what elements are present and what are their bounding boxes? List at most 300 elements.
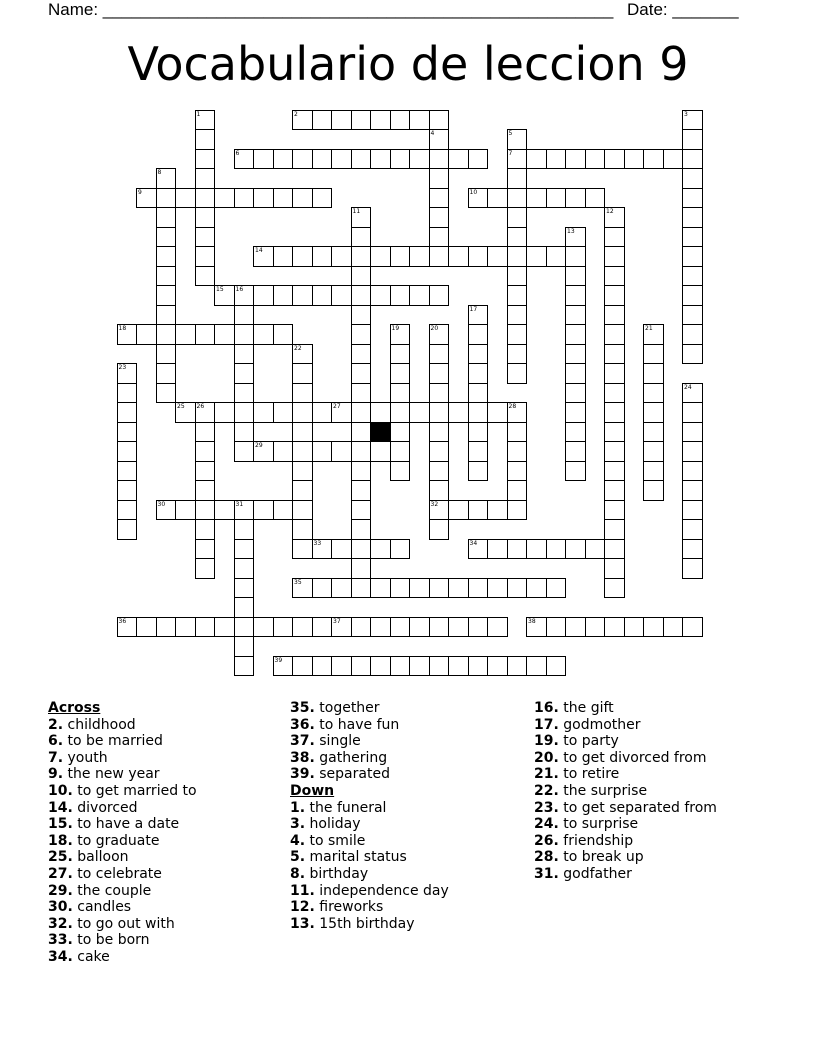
crossword-cell[interactable] — [604, 500, 625, 521]
crossword-cell[interactable] — [370, 149, 391, 170]
crossword-cell[interactable] — [156, 285, 177, 306]
crossword-cell[interactable] — [487, 656, 508, 677]
crossword-cell[interactable] — [156, 324, 177, 345]
crossword-cell[interactable] — [234, 578, 255, 599]
crossword-cell[interactable] — [214, 188, 235, 209]
crossword-cell[interactable] — [468, 441, 489, 462]
crossword-cell[interactable] — [195, 266, 216, 287]
crossword-cell[interactable] — [682, 500, 703, 521]
crossword-cell[interactable] — [156, 363, 177, 384]
crossword-cell[interactable] — [292, 519, 313, 540]
crossword-cell[interactable] — [351, 227, 372, 248]
crossword-cell[interactable] — [195, 168, 216, 189]
crossword-cell[interactable] — [195, 207, 216, 228]
crossword-cell[interactable] — [604, 539, 625, 560]
crossword-cell[interactable] — [526, 149, 547, 170]
crossword-cell[interactable] — [390, 441, 411, 462]
crossword-cell[interactable] — [565, 246, 586, 267]
crossword-cell[interactable] — [234, 597, 255, 618]
crossword-cell[interactable] — [175, 324, 196, 345]
crossword-cell[interactable] — [370, 402, 391, 423]
crossword-cell[interactable] — [468, 383, 489, 404]
crossword-cell[interactable] — [234, 617, 255, 638]
crossword-cell[interactable] — [195, 461, 216, 482]
crossword-cell[interactable] — [156, 617, 177, 638]
crossword-cell[interactable] — [273, 500, 294, 521]
crossword-cell[interactable] — [682, 422, 703, 443]
crossword-cell[interactable] — [604, 344, 625, 365]
crossword-cell[interactable] — [390, 539, 411, 560]
crossword-cell[interactable] — [585, 539, 606, 560]
crossword-cell[interactable] — [370, 539, 391, 560]
crossword-cell[interactable] — [195, 519, 216, 540]
crossword-cell[interactable] — [390, 422, 411, 443]
crossword-cell[interactable] — [507, 266, 528, 287]
crossword-cell[interactable] — [351, 461, 372, 482]
crossword-cell[interactable] — [585, 188, 606, 209]
crossword-cell[interactable] — [273, 441, 294, 462]
crossword-cell[interactable] — [117, 480, 138, 501]
crossword-cell[interactable] — [682, 207, 703, 228]
crossword-cell[interactable] — [429, 344, 450, 365]
crossword-cell[interactable] — [507, 480, 528, 501]
crossword-cell[interactable] — [507, 344, 528, 365]
crossword-cell[interactable] — [448, 402, 469, 423]
crossword-cell[interactable] — [273, 188, 294, 209]
crossword-cell[interactable] — [117, 519, 138, 540]
crossword-cell[interactable] — [604, 422, 625, 443]
crossword-cell[interactable] — [312, 246, 333, 267]
crossword-cell[interactable] — [643, 617, 664, 638]
crossword-cell[interactable] — [292, 285, 313, 306]
crossword-cell[interactable] — [292, 188, 313, 209]
crossword-cell[interactable] — [234, 656, 255, 677]
crossword-cell[interactable] — [351, 422, 372, 443]
crossword-cell[interactable] — [682, 461, 703, 482]
crossword-cell[interactable] — [429, 578, 450, 599]
crossword-cell[interactable] — [390, 285, 411, 306]
crossword-cell[interactable] — [234, 402, 255, 423]
crossword-cell[interactable] — [585, 617, 606, 638]
crossword-cell[interactable] — [292, 539, 313, 560]
crossword-cell[interactable] — [682, 246, 703, 267]
crossword-cell[interactable] — [292, 149, 313, 170]
crossword-cell[interactable] — [195, 617, 216, 638]
crossword-cell[interactable] — [253, 285, 274, 306]
crossword-cell[interactable] — [351, 402, 372, 423]
crossword-cell[interactable] — [234, 188, 255, 209]
crossword-cell[interactable] — [429, 207, 450, 228]
crossword-cell[interactable] — [682, 402, 703, 423]
crossword-cell[interactable] — [429, 168, 450, 189]
crossword-cell[interactable] — [351, 656, 372, 677]
crossword-cell[interactable] — [429, 363, 450, 384]
crossword-cell[interactable] — [331, 285, 352, 306]
crossword-cell[interactable] — [390, 383, 411, 404]
crossword-cell[interactable] — [253, 188, 274, 209]
crossword-cell[interactable] — [507, 500, 528, 521]
crossword-cell[interactable] — [604, 383, 625, 404]
crossword-cell[interactable] — [331, 578, 352, 599]
crossword-cell[interactable] — [429, 441, 450, 462]
crossword-cell[interactable] — [507, 324, 528, 345]
crossword-cell[interactable] — [507, 246, 528, 267]
crossword-cell[interactable] — [507, 285, 528, 306]
crossword-cell[interactable] — [604, 246, 625, 267]
crossword-cell[interactable] — [234, 383, 255, 404]
crossword-cell[interactable] — [429, 246, 450, 267]
crossword-cell[interactable] — [546, 246, 567, 267]
crossword-cell[interactable] — [682, 441, 703, 462]
crossword-cell[interactable] — [136, 324, 157, 345]
crossword-cell[interactable] — [370, 110, 391, 131]
crossword-cell[interactable] — [253, 500, 274, 521]
crossword-cell[interactable] — [234, 558, 255, 579]
crossword-cell[interactable] — [682, 539, 703, 560]
crossword-cell[interactable] — [312, 578, 333, 599]
crossword-cell[interactable] — [351, 285, 372, 306]
crossword-cell[interactable] — [351, 500, 372, 521]
crossword-cell[interactable] — [331, 539, 352, 560]
crossword-cell[interactable] — [351, 519, 372, 540]
crossword-cell[interactable] — [429, 461, 450, 482]
crossword-cell[interactable] — [429, 656, 450, 677]
crossword-cell[interactable] — [507, 188, 528, 209]
crossword-cell[interactable] — [643, 383, 664, 404]
crossword-cell[interactable] — [429, 149, 450, 170]
crossword-cell[interactable] — [234, 441, 255, 462]
crossword-cell[interactable] — [195, 422, 216, 443]
crossword-cell[interactable] — [117, 441, 138, 462]
crossword-cell[interactable] — [195, 188, 216, 209]
crossword-cell[interactable] — [526, 656, 547, 677]
crossword-cell[interactable] — [604, 617, 625, 638]
crossword-cell[interactable] — [565, 422, 586, 443]
crossword-cell[interactable] — [331, 656, 352, 677]
crossword-cell[interactable] — [643, 441, 664, 462]
crossword-cell[interactable] — [273, 285, 294, 306]
crossword-cell[interactable] — [448, 656, 469, 677]
crossword-cell[interactable] — [682, 558, 703, 579]
crossword-cell[interactable] — [273, 402, 294, 423]
crossword-cell[interactable] — [468, 402, 489, 423]
crossword-cell[interactable] — [682, 168, 703, 189]
crossword-cell[interactable] — [214, 617, 235, 638]
crossword-cell[interactable] — [351, 480, 372, 501]
crossword-cell[interactable] — [682, 324, 703, 345]
crossword-cell[interactable] — [624, 149, 645, 170]
crossword-cell[interactable] — [253, 324, 274, 345]
crossword-cell[interactable] — [195, 539, 216, 560]
crossword-cell[interactable] — [292, 383, 313, 404]
crossword-cell[interactable] — [292, 363, 313, 384]
crossword-cell[interactable] — [468, 363, 489, 384]
crossword-cell[interactable] — [390, 578, 411, 599]
crossword-cell[interactable] — [234, 344, 255, 365]
crossword-cell[interactable] — [331, 441, 352, 462]
crossword-cell[interactable] — [565, 266, 586, 287]
crossword-cell[interactable] — [390, 402, 411, 423]
crossword-cell[interactable] — [643, 344, 664, 365]
crossword-cell[interactable] — [234, 539, 255, 560]
crossword-cell[interactable] — [468, 500, 489, 521]
crossword-cell[interactable] — [604, 461, 625, 482]
crossword-cell[interactable] — [370, 246, 391, 267]
crossword-cell[interactable] — [604, 519, 625, 540]
crossword-cell[interactable] — [468, 246, 489, 267]
crossword-cell[interactable] — [643, 149, 664, 170]
crossword-cell[interactable] — [507, 441, 528, 462]
crossword-cell[interactable] — [273, 149, 294, 170]
crossword-cell[interactable] — [117, 422, 138, 443]
crossword-cell[interactable] — [604, 558, 625, 579]
crossword-cell[interactable] — [390, 461, 411, 482]
crossword-cell[interactable] — [117, 461, 138, 482]
crossword-cell[interactable] — [429, 188, 450, 209]
crossword-cell[interactable] — [117, 383, 138, 404]
crossword-cell[interactable] — [195, 129, 216, 150]
crossword-cell[interactable] — [195, 246, 216, 267]
crossword-cell[interactable] — [214, 402, 235, 423]
crossword-cell[interactable] — [526, 578, 547, 599]
crossword-cell[interactable] — [604, 285, 625, 306]
crossword-cell[interactable] — [546, 188, 567, 209]
crossword-cell[interactable] — [429, 110, 450, 131]
crossword-cell[interactable] — [682, 149, 703, 170]
crossword-cell[interactable] — [429, 402, 450, 423]
crossword-cell[interactable] — [195, 324, 216, 345]
crossword-cell[interactable] — [565, 363, 586, 384]
crossword-cell[interactable] — [214, 500, 235, 521]
crossword-cell[interactable] — [487, 246, 508, 267]
crossword-cell[interactable] — [292, 656, 313, 677]
crossword-cell[interactable] — [546, 578, 567, 599]
crossword-cell[interactable] — [604, 578, 625, 599]
crossword-cell[interactable] — [448, 149, 469, 170]
crossword-cell[interactable] — [429, 383, 450, 404]
crossword-cell[interactable] — [487, 500, 508, 521]
crossword-cell[interactable] — [273, 324, 294, 345]
crossword-cell[interactable] — [546, 656, 567, 677]
crossword-cell[interactable] — [312, 402, 333, 423]
crossword-cell[interactable] — [565, 461, 586, 482]
crossword-cell[interactable] — [390, 110, 411, 131]
crossword-cell[interactable] — [351, 383, 372, 404]
crossword-cell[interactable] — [409, 578, 430, 599]
crossword-cell[interactable] — [253, 149, 274, 170]
crossword-cell[interactable] — [351, 266, 372, 287]
crossword-cell[interactable] — [214, 324, 235, 345]
crossword-cell[interactable] — [448, 246, 469, 267]
crossword-cell[interactable] — [565, 324, 586, 345]
crossword-cell[interactable] — [487, 578, 508, 599]
crossword-cell[interactable] — [565, 402, 586, 423]
crossword-cell[interactable] — [117, 500, 138, 521]
crossword-cell[interactable] — [604, 402, 625, 423]
crossword-cell[interactable] — [604, 324, 625, 345]
crossword-cell[interactable] — [253, 402, 274, 423]
crossword-cell[interactable] — [682, 285, 703, 306]
crossword-cell[interactable] — [292, 441, 313, 462]
crossword-cell[interactable] — [136, 617, 157, 638]
crossword-cell[interactable] — [487, 539, 508, 560]
crossword-cell[interactable] — [370, 656, 391, 677]
crossword-cell[interactable] — [390, 344, 411, 365]
crossword-cell[interactable] — [292, 617, 313, 638]
crossword-cell[interactable] — [604, 266, 625, 287]
crossword-cell[interactable] — [448, 578, 469, 599]
crossword-cell[interactable] — [292, 480, 313, 501]
crossword-cell[interactable] — [526, 539, 547, 560]
crossword-cell[interactable] — [526, 246, 547, 267]
crossword-cell[interactable] — [409, 402, 430, 423]
crossword-cell[interactable] — [643, 480, 664, 501]
crossword-cell[interactable] — [663, 149, 684, 170]
crossword-cell[interactable] — [156, 246, 177, 267]
crossword-cell[interactable] — [507, 363, 528, 384]
crossword-cell[interactable] — [292, 402, 313, 423]
crossword-cell[interactable] — [351, 363, 372, 384]
crossword-cell[interactable] — [604, 227, 625, 248]
crossword-cell[interactable] — [682, 617, 703, 638]
crossword-cell[interactable] — [175, 617, 196, 638]
crossword-cell[interactable] — [565, 617, 586, 638]
crossword-cell[interactable] — [312, 441, 333, 462]
crossword-cell[interactable] — [156, 227, 177, 248]
crossword-cell[interactable] — [351, 558, 372, 579]
crossword-cell[interactable] — [507, 656, 528, 677]
crossword-cell[interactable] — [409, 246, 430, 267]
crossword-cell[interactable] — [643, 422, 664, 443]
crossword-cell[interactable] — [604, 441, 625, 462]
crossword-cell[interactable] — [292, 422, 313, 443]
crossword-cell[interactable] — [312, 656, 333, 677]
crossword-cell[interactable] — [468, 422, 489, 443]
crossword-cell[interactable] — [312, 110, 333, 131]
crossword-cell[interactable] — [468, 461, 489, 482]
crossword-cell[interactable] — [546, 539, 567, 560]
crossword-cell[interactable] — [156, 207, 177, 228]
crossword-cell[interactable] — [643, 461, 664, 482]
crossword-cell[interactable] — [507, 539, 528, 560]
crossword-cell[interactable] — [682, 188, 703, 209]
crossword-cell[interactable] — [370, 441, 391, 462]
crossword-cell[interactable] — [682, 344, 703, 365]
crossword-cell[interactable] — [526, 188, 547, 209]
crossword-cell[interactable] — [234, 324, 255, 345]
crossword-cell[interactable] — [429, 227, 450, 248]
crossword-cell[interactable] — [429, 422, 450, 443]
crossword-cell[interactable] — [468, 149, 489, 170]
crossword-cell[interactable] — [507, 305, 528, 326]
crossword-cell[interactable] — [565, 539, 586, 560]
crossword-cell[interactable] — [429, 617, 450, 638]
crossword-cell[interactable] — [409, 617, 430, 638]
crossword-cell[interactable] — [351, 324, 372, 345]
crossword-cell[interactable] — [331, 246, 352, 267]
crossword-cell[interactable] — [351, 246, 372, 267]
crossword-cell[interactable] — [409, 285, 430, 306]
crossword-cell[interactable] — [682, 227, 703, 248]
crossword-cell[interactable] — [292, 246, 313, 267]
crossword-cell[interactable] — [468, 656, 489, 677]
crossword-cell[interactable] — [448, 500, 469, 521]
crossword-cell[interactable] — [195, 227, 216, 248]
crossword-cell[interactable] — [292, 500, 313, 521]
crossword-cell[interactable] — [312, 617, 333, 638]
crossword-cell[interactable] — [351, 305, 372, 326]
crossword-cell[interactable] — [117, 402, 138, 423]
crossword-cell[interactable] — [468, 324, 489, 345]
crossword-cell[interactable] — [273, 617, 294, 638]
crossword-cell[interactable] — [234, 636, 255, 657]
crossword-cell[interactable] — [312, 285, 333, 306]
crossword-cell[interactable] — [351, 149, 372, 170]
crossword-cell[interactable] — [156, 266, 177, 287]
crossword-cell[interactable] — [156, 383, 177, 404]
crossword-cell[interactable] — [409, 110, 430, 131]
crossword-cell[interactable] — [390, 246, 411, 267]
crossword-cell[interactable] — [273, 246, 294, 267]
crossword-cell[interactable] — [682, 519, 703, 540]
crossword-cell[interactable] — [156, 305, 177, 326]
crossword-cell[interactable] — [253, 617, 274, 638]
crossword-cell[interactable] — [175, 188, 196, 209]
crossword-cell[interactable] — [175, 500, 196, 521]
crossword-cell[interactable] — [487, 402, 508, 423]
crossword-cell[interactable] — [429, 480, 450, 501]
crossword-cell[interactable] — [604, 363, 625, 384]
crossword-cell[interactable] — [682, 305, 703, 326]
crossword-cell[interactable] — [565, 344, 586, 365]
crossword-cell[interactable] — [312, 188, 333, 209]
crossword-cell[interactable] — [409, 656, 430, 677]
crossword-cell[interactable] — [604, 305, 625, 326]
crossword-cell[interactable] — [507, 168, 528, 189]
crossword-cell[interactable] — [468, 617, 489, 638]
crossword-cell[interactable] — [156, 344, 177, 365]
crossword-cell[interactable] — [429, 285, 450, 306]
crossword-cell[interactable] — [234, 422, 255, 443]
crossword-cell[interactable] — [507, 578, 528, 599]
crossword-cell[interactable] — [390, 617, 411, 638]
crossword-cell[interactable] — [429, 519, 450, 540]
crossword-cell[interactable] — [604, 480, 625, 501]
crossword-cell[interactable] — [195, 441, 216, 462]
crossword-cell[interactable] — [487, 617, 508, 638]
crossword-cell[interactable] — [370, 285, 391, 306]
crossword-cell[interactable] — [468, 578, 489, 599]
crossword-cell[interactable] — [331, 149, 352, 170]
crossword-cell[interactable] — [507, 227, 528, 248]
crossword-cell[interactable] — [351, 344, 372, 365]
crossword-cell[interactable] — [390, 149, 411, 170]
crossword-cell[interactable] — [565, 285, 586, 306]
crossword-cell[interactable] — [682, 129, 703, 150]
crossword-cell[interactable] — [565, 149, 586, 170]
crossword-cell[interactable] — [565, 305, 586, 326]
crossword-cell[interactable] — [390, 656, 411, 677]
crossword-cell[interactable] — [195, 480, 216, 501]
crossword-cell[interactable] — [370, 578, 391, 599]
crossword-cell[interactable] — [370, 617, 391, 638]
crossword-cell[interactable] — [663, 617, 684, 638]
crossword-cell[interactable] — [624, 617, 645, 638]
crossword-cell[interactable] — [565, 188, 586, 209]
crossword-cell[interactable] — [331, 110, 352, 131]
crossword-cell[interactable] — [507, 422, 528, 443]
crossword-cell[interactable] — [292, 461, 313, 482]
